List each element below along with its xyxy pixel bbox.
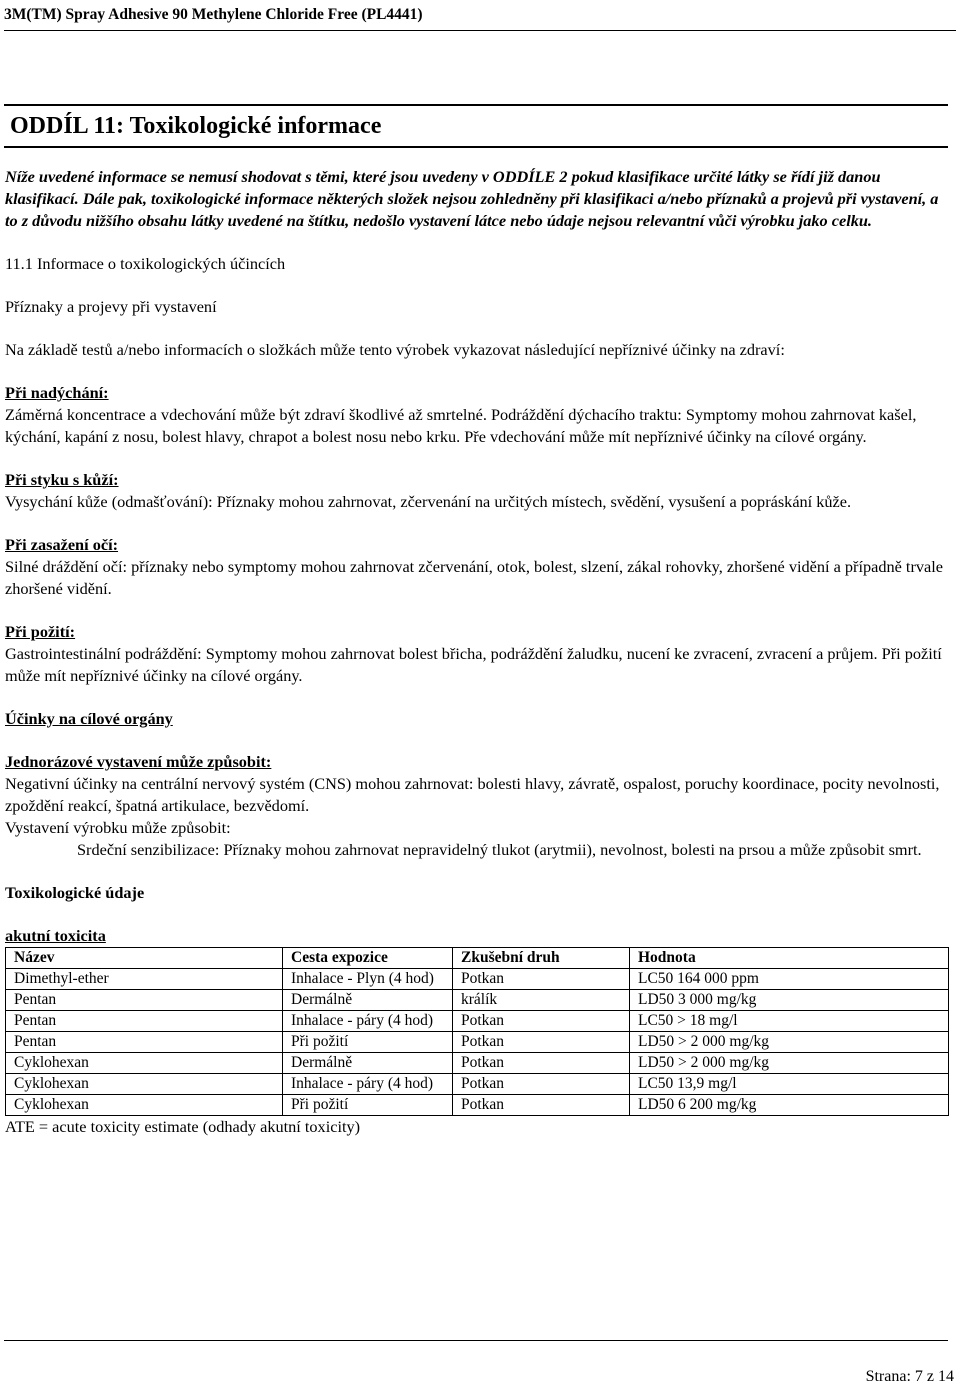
single-exposure-text: Negativní účinky na centrální nervový systém (CNS) mohou zahrnovat: bolesti hlavy, závratě, ospalost, poruchy koordinace, pocity nevolnosti, zpoždění reakcí, špatná artikulace, bezvědomí. [5, 774, 940, 815]
column-header: Název [6, 948, 283, 969]
table-cell: Inhalace - Plyn (4 hod) [283, 969, 453, 990]
table-cell: Cyklohexan [6, 1095, 283, 1116]
table-cell: Při požití [283, 1095, 453, 1116]
table-cell: Potkan [453, 1032, 630, 1053]
product-exposure-detail: Srdeční senzibilizace: Příznaky mohou zahrnovat nepravidelný tlukot (arytmii), nevolnost, bolesti na prsou a může způsobit smrt. [77, 840, 922, 859]
table-cell: Pentan [6, 1011, 283, 1032]
table-cell: Potkan [453, 1011, 630, 1032]
table-cell: Inhalace - páry (4 hod) [283, 1074, 453, 1095]
exposure-heading: Při styku s kůží: [5, 470, 119, 489]
column-header: Zkušební druh [453, 948, 630, 969]
target-organs-heading: Účinky na cílové orgány [5, 709, 173, 728]
table-row [6, 1011, 949, 1032]
table-row [6, 1053, 949, 1074]
table-cell: Potkan [453, 1074, 630, 1095]
table-cell: Potkan [453, 1095, 630, 1116]
product-exposure-line: Vystavení výrobku může způsobit: [5, 818, 231, 837]
table-cell: LD50 > 2 000 mg/kg [630, 1032, 949, 1053]
ate-note: ATE = acute toxicity estimate (odhady akutní toxicity) [5, 1117, 361, 1136]
table-cell: králík [453, 990, 630, 1011]
table-row [6, 1095, 949, 1116]
subsection-title: 11.1 Informace o toxikologických účincích [5, 254, 286, 273]
symptoms-intro: Na základě testů a/nebo informacích o složkách může tento výrobek vykazovat následující nepříznivé účinky na zdraví: [5, 340, 785, 359]
exposure-text: Silné dráždění očí: příznaky nebo symptomy mohou zahrnovat zčervenání, otok, bolest, slzení, zákal rohovky, zhoršené vidění a případně trvale zhoršené vidění. [5, 557, 943, 598]
intro-paragraph: Níže uvedené informace se nemusí shodovat s těmi, které jsou uvedeny v ODDÍLE 2 pokud klasifikace určité látky se řídí již danou klasifikací. Dále pak, toxikologické informace některých složek nejsou zohledněny při klasifikaci a/nebo příznaků a projevů při vystavení, a to z důvodu nižšího obsahu látky uvedené na štítku, nedošlo vystavení látce nebo údaje nejsou relevantní vůči výrobku jako celku. [5, 167, 939, 230]
section-header-box [4, 104, 948, 148]
table-cell: Pentan [6, 990, 283, 1011]
table-cell: LD50 6 200 mg/kg [630, 1095, 949, 1116]
table-cell: Při požití [283, 1032, 453, 1053]
section-content [5, 166, 953, 1138]
table-cell: LC50 164 000 ppm [630, 969, 949, 990]
footer-divider [4, 1340, 948, 1341]
page-number: Strana: 7 z 14 [865, 1368, 954, 1385]
table-cell: LC50 > 18 mg/l [630, 1011, 949, 1032]
table-cell: Pentan [6, 1032, 283, 1053]
header-divider [4, 30, 956, 31]
exposure-text: Gastrointestinální podráždění: Symptomy mohou zahrnovat bolest břicha, podráždění žaludku, nucení ke zvracení, zvracení a průjem. Při požití může mít nepříznivé účinky na cílové orgány. [5, 644, 942, 685]
table-cell: Potkan [453, 969, 630, 990]
exposure-heading: Při požití: [5, 622, 76, 641]
table-header-row [6, 948, 949, 969]
exposure-heading: Při zasažení očí: [5, 535, 119, 554]
table-cell: Dimethyl-ether [6, 969, 283, 990]
document-header-title: 3M(TM) Spray Adhesive 90 Methylene Chloride Free (PL4441) [4, 6, 423, 23]
table-cell: LC50 13,9 mg/l [630, 1074, 949, 1095]
exposure-text: Vysychání kůže (odmašťování): Příznaky mohou zahrnovat, zčervenání na určitých místech, svědění, vysušení a popráskání kůže. [5, 492, 852, 511]
column-header: Cesta expozice [283, 948, 453, 969]
exposure-text: Záměrná koncentrace a vdechování může být zdraví škodlivé až smrtelné. Podráždění dýchacího traktu: Symptomy mohou zahrnovat kašel, kýchání, kapání z nosu, bolest hlavy, chrapot a bolest nosu nebo krku. Pře vdechování může mít nepříznivé účinky na cílové orgány. [5, 405, 917, 446]
symptoms-heading: Příznaky a projevy při vystavení [5, 297, 217, 316]
exposure-heading: Při nadýchání: [5, 383, 109, 402]
table-row [6, 990, 949, 1011]
column-header: Hodnota [630, 948, 949, 969]
table-cell: Cyklohexan [6, 1053, 283, 1074]
table-cell: Dermálně [283, 1053, 453, 1074]
table-cell: Dermálně [283, 990, 453, 1011]
table-row [6, 1032, 949, 1053]
table-cell: Inhalace - páry (4 hod) [283, 1011, 453, 1032]
table-cell: Potkan [453, 1053, 630, 1074]
acute-tox-heading: akutní toxicita [5, 926, 106, 945]
table-cell: LD50 3 000 mg/kg [630, 990, 949, 1011]
table-cell: LD50 > 2 000 mg/kg [630, 1053, 949, 1074]
table-row [6, 969, 949, 990]
section-title: ODDÍL 11: Toxikologické informace [10, 113, 382, 139]
table-row [6, 1074, 949, 1095]
tox-data-heading: Toxikologické údaje [5, 883, 145, 902]
acute-toxicity-table [5, 947, 949, 1116]
single-exposure-heading: Jednorázové vystavení může způsobit: [5, 752, 272, 771]
table-cell: Cyklohexan [6, 1074, 283, 1095]
